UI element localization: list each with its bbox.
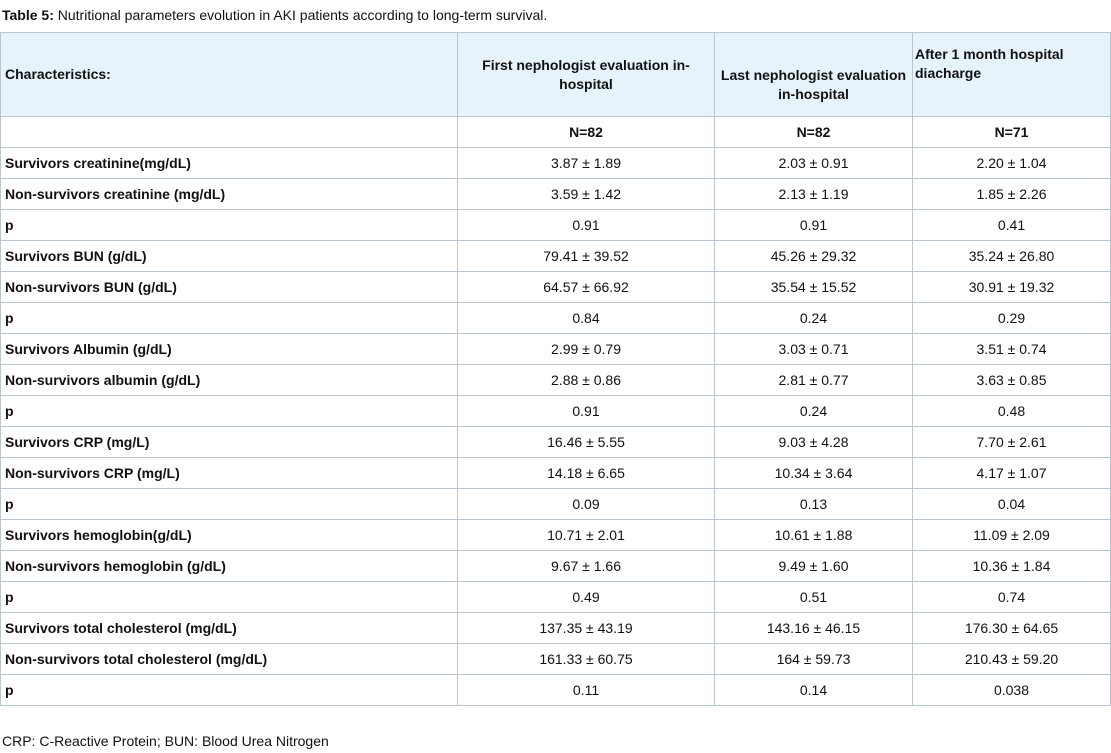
table-row xyxy=(1,148,1111,179)
nutritional-parameters-table xyxy=(0,32,1111,706)
value-cell: 10.34 ± 3.64 xyxy=(715,458,913,489)
value-cell: 137.35 ± 43.19 xyxy=(458,613,715,644)
value-cell: 2.99 ± 0.79 xyxy=(458,334,715,365)
value-cell: 0.09 xyxy=(458,489,715,520)
header-first-evaluation: First nephologist evaluation in-hospital xyxy=(458,33,715,117)
value-cell: 45.26 ± 29.32 xyxy=(715,241,913,272)
value-cell: 16.46 ± 5.55 xyxy=(458,427,715,458)
sample-size-cell: N=82 xyxy=(458,117,715,148)
value-cell: 0.48 xyxy=(913,396,1111,427)
header-last-evaluation: Last nephologist evaluation in-hospital xyxy=(715,33,913,117)
table-row xyxy=(1,489,1111,520)
row-label: Survivors Albumin (g/dL) xyxy=(1,334,458,365)
table-row xyxy=(1,396,1111,427)
row-label: Survivors BUN (g/dL) xyxy=(1,241,458,272)
value-cell: 3.59 ± 1.42 xyxy=(458,179,715,210)
table-row xyxy=(1,179,1111,210)
row-label: p xyxy=(1,396,458,427)
value-cell: 1.85 ± 2.26 xyxy=(913,179,1111,210)
value-cell: 7.70 ± 2.61 xyxy=(913,427,1111,458)
table-row xyxy=(1,427,1111,458)
table-row xyxy=(1,644,1111,675)
table-row xyxy=(1,272,1111,303)
header-after-discharge: After 1 month hospital diacharge xyxy=(913,33,1111,117)
row-label: p xyxy=(1,210,458,241)
caption-text: Nutritional parameters evolution in AKI patients according to long-term survival. xyxy=(53,7,548,23)
value-cell: 0.24 xyxy=(715,396,913,427)
row-label: Non-survivors hemoglobin (g/dL) xyxy=(1,551,458,582)
table-row xyxy=(1,210,1111,241)
value-cell: 210.43 ± 59.20 xyxy=(913,644,1111,675)
table-row xyxy=(1,458,1111,489)
caption-label: Table 5: xyxy=(2,7,54,23)
value-cell: 10.61 ± 1.88 xyxy=(715,520,913,551)
value-cell: 0.24 xyxy=(715,303,913,334)
table-row xyxy=(1,551,1111,582)
value-cell: 0.91 xyxy=(715,210,913,241)
value-cell: 164 ± 59.73 xyxy=(715,644,913,675)
row-label: Non-survivors CRP (mg/L) xyxy=(1,458,458,489)
row-label: Non-survivors total cholesterol (mg/dL) xyxy=(1,644,458,675)
row-label: p xyxy=(1,582,458,613)
value-cell: 11.09 ± 2.09 xyxy=(913,520,1111,551)
row-label: Survivors hemoglobin(g/dL) xyxy=(1,520,458,551)
value-cell: 3.63 ± 0.85 xyxy=(913,365,1111,396)
table-row xyxy=(1,241,1111,272)
value-cell: 0.41 xyxy=(913,210,1111,241)
table-row xyxy=(1,675,1111,706)
value-cell: 35.24 ± 26.80 xyxy=(913,241,1111,272)
table-caption xyxy=(2,6,547,24)
value-cell: 0.11 xyxy=(458,675,715,706)
value-cell: 4.17 ± 1.07 xyxy=(913,458,1111,489)
value-cell: 10.36 ± 1.84 xyxy=(913,551,1111,582)
value-cell: 64.57 ± 66.92 xyxy=(458,272,715,303)
sample-size-cell: N=71 xyxy=(913,117,1111,148)
table-row xyxy=(1,520,1111,551)
value-cell: 0.038 xyxy=(913,675,1111,706)
header-characteristics: Characteristics: xyxy=(1,33,458,117)
sample-size-label xyxy=(1,117,458,148)
value-cell: 2.81 ± 0.77 xyxy=(715,365,913,396)
sample-size-row xyxy=(1,117,1111,148)
value-cell: 2.88 ± 0.86 xyxy=(458,365,715,396)
value-cell: 0.84 xyxy=(458,303,715,334)
value-cell: 9.67 ± 1.66 xyxy=(458,551,715,582)
row-label: Non-survivors creatinine (mg/dL) xyxy=(1,179,458,210)
value-cell: 10.71 ± 2.01 xyxy=(458,520,715,551)
value-cell: 9.03 ± 4.28 xyxy=(715,427,913,458)
row-label: p xyxy=(1,303,458,334)
value-cell: 35.54 ± 15.52 xyxy=(715,272,913,303)
row-label: Survivors total cholesterol (mg/dL) xyxy=(1,613,458,644)
value-cell: 3.51 ± 0.74 xyxy=(913,334,1111,365)
value-cell: 0.14 xyxy=(715,675,913,706)
table-body xyxy=(1,117,1111,706)
row-label: Non-survivors albumin (g/dL) xyxy=(1,365,458,396)
table-footnote: CRP: C-Reactive Protein; BUN: Blood Urea Nitrogen xyxy=(2,733,329,749)
row-label: Survivors creatinine(mg/dL) xyxy=(1,148,458,179)
table-row xyxy=(1,613,1111,644)
value-cell: 2.03 ± 0.91 xyxy=(715,148,913,179)
value-cell: 14.18 ± 6.65 xyxy=(458,458,715,489)
value-cell: 0.91 xyxy=(458,210,715,241)
table-row xyxy=(1,582,1111,613)
row-label: Survivors CRP (mg/L) xyxy=(1,427,458,458)
row-label: Non-survivors BUN (g/dL) xyxy=(1,272,458,303)
table-row xyxy=(1,334,1111,365)
value-cell: 0.51 xyxy=(715,582,913,613)
value-cell: 176.30 ± 64.65 xyxy=(913,613,1111,644)
value-cell: 0.04 xyxy=(913,489,1111,520)
value-cell: 79.41 ± 39.52 xyxy=(458,241,715,272)
value-cell: 143.16 ± 46.15 xyxy=(715,613,913,644)
value-cell: 0.91 xyxy=(458,396,715,427)
value-cell: 9.49 ± 1.60 xyxy=(715,551,913,582)
value-cell: 0.29 xyxy=(913,303,1111,334)
sample-size-cell: N=82 xyxy=(715,117,913,148)
row-label: p xyxy=(1,675,458,706)
value-cell: 2.13 ± 1.19 xyxy=(715,179,913,210)
value-cell: 3.87 ± 1.89 xyxy=(458,148,715,179)
value-cell: 30.91 ± 19.32 xyxy=(913,272,1111,303)
value-cell: 2.20 ± 1.04 xyxy=(913,148,1111,179)
table-row xyxy=(1,365,1111,396)
value-cell: 161.33 ± 60.75 xyxy=(458,644,715,675)
header-row xyxy=(1,33,1111,117)
row-label: p xyxy=(1,489,458,520)
value-cell: 0.13 xyxy=(715,489,913,520)
value-cell: 3.03 ± 0.71 xyxy=(715,334,913,365)
table-row xyxy=(1,303,1111,334)
value-cell: 0.49 xyxy=(458,582,715,613)
value-cell: 0.74 xyxy=(913,582,1111,613)
